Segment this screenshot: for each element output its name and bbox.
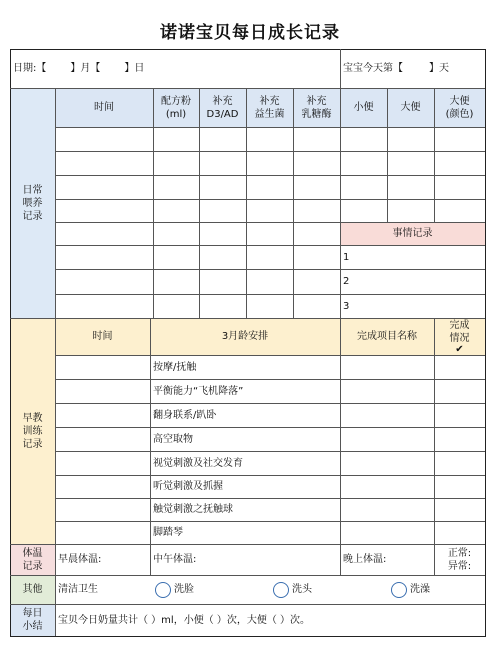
other-section-label: 其他 <box>22 584 43 595</box>
noon-temp-field[interactable]: 中午体温: <box>153 554 197 565</box>
header-poop-color: 大便 (颜色) <box>445 95 474 120</box>
event-row-2[interactable]: 2 <box>343 276 350 287</box>
option-wash-face[interactable] <box>152 575 262 604</box>
wash-face-label: 洗脸 <box>174 584 194 595</box>
date-field[interactable] <box>10 49 340 88</box>
baby-days-field[interactable] <box>340 49 485 88</box>
date-day-label: 】日 <box>124 63 145 74</box>
temp-abnormal-label: 异常: <box>447 560 472 572</box>
header-formula: 配方粉 (ml) <box>161 95 191 120</box>
evening-temp-field[interactable]: 晚上体温: <box>343 554 387 565</box>
morning-temp-field[interactable]: 早晨体温: <box>58 554 102 565</box>
feeding-section-label: 日常 喂养 记录 <box>22 184 43 222</box>
training-item-6: 听觉刺激及抓握 <box>153 481 223 492</box>
baby-days-suffix: 】天 <box>429 63 449 74</box>
hygiene-label: 清洁卫生 <box>58 584 98 595</box>
event-row-1[interactable]: 1 <box>343 251 350 263</box>
bath-radio-icon[interactable] <box>391 582 407 598</box>
events-title: 事情记录 <box>392 228 433 239</box>
header-poop: 大便 <box>400 102 421 113</box>
training-section-label: 早教 训练 记录 <box>22 412 43 450</box>
header-d3ad: 补充 D3/AD <box>206 95 239 120</box>
training-item-3: 翻身联系/趴卧 <box>153 409 217 421</box>
baby-days-label: 宝宝今天第【 <box>343 63 403 74</box>
training-item-7: 触觉刺激之抚触球 <box>153 504 233 515</box>
training-item-2: 平衡能力“飞机降落” <box>153 385 244 397</box>
training-header-plan: 3月龄安排 <box>221 331 269 342</box>
training-header-status-label: 完成 情况 <box>449 319 470 344</box>
wash-face-radio-icon[interactable] <box>155 582 171 598</box>
status-check-icon: ✔ <box>455 343 464 355</box>
date-label: 日期:【 <box>13 63 47 74</box>
training-header-time: 时间 <box>92 331 113 342</box>
header-time: 时间 <box>94 102 114 113</box>
temp-normal-label: 正常: <box>447 547 472 559</box>
page-title: 诺诺宝贝每日成长记录 <box>160 23 340 43</box>
header-probiotic: 补充 益生菌 <box>254 95 285 120</box>
training-header-status <box>434 318 485 355</box>
temp-status-field[interactable] <box>434 544 485 575</box>
training-item-1: 按摩/抚触 <box>153 361 197 373</box>
option-bath[interactable] <box>388 575 485 604</box>
temp-section-label: 体温 记录 <box>22 547 43 572</box>
training-item-8: 脚踏琴 <box>153 527 183 538</box>
wash-hair-radio-icon[interactable] <box>273 582 289 598</box>
training-item-5: 视觉刺激及社交发育 <box>153 457 243 469</box>
option-wash-hair[interactable] <box>270 575 380 604</box>
summary-section-label: 每日 小结 <box>22 608 43 632</box>
bath-label: 洗澡 <box>410 584 430 595</box>
header-pee: 小便 <box>353 102 374 113</box>
event-row-3[interactable]: 3 <box>343 300 350 312</box>
wash-hair-label: 洗头 <box>292 584 312 595</box>
date-month-label: 】月【 <box>70 63 101 74</box>
header-lactase: 补充 乳糖酶 <box>301 95 332 120</box>
training-header-item-name: 完成项目名称 <box>357 331 417 342</box>
summary-text[interactable]: 宝贝今日奶量共计（ ）ml，小便（ ）次，大便（ ）次。 <box>58 614 311 626</box>
training-item-4: 高空取物 <box>153 433 193 445</box>
